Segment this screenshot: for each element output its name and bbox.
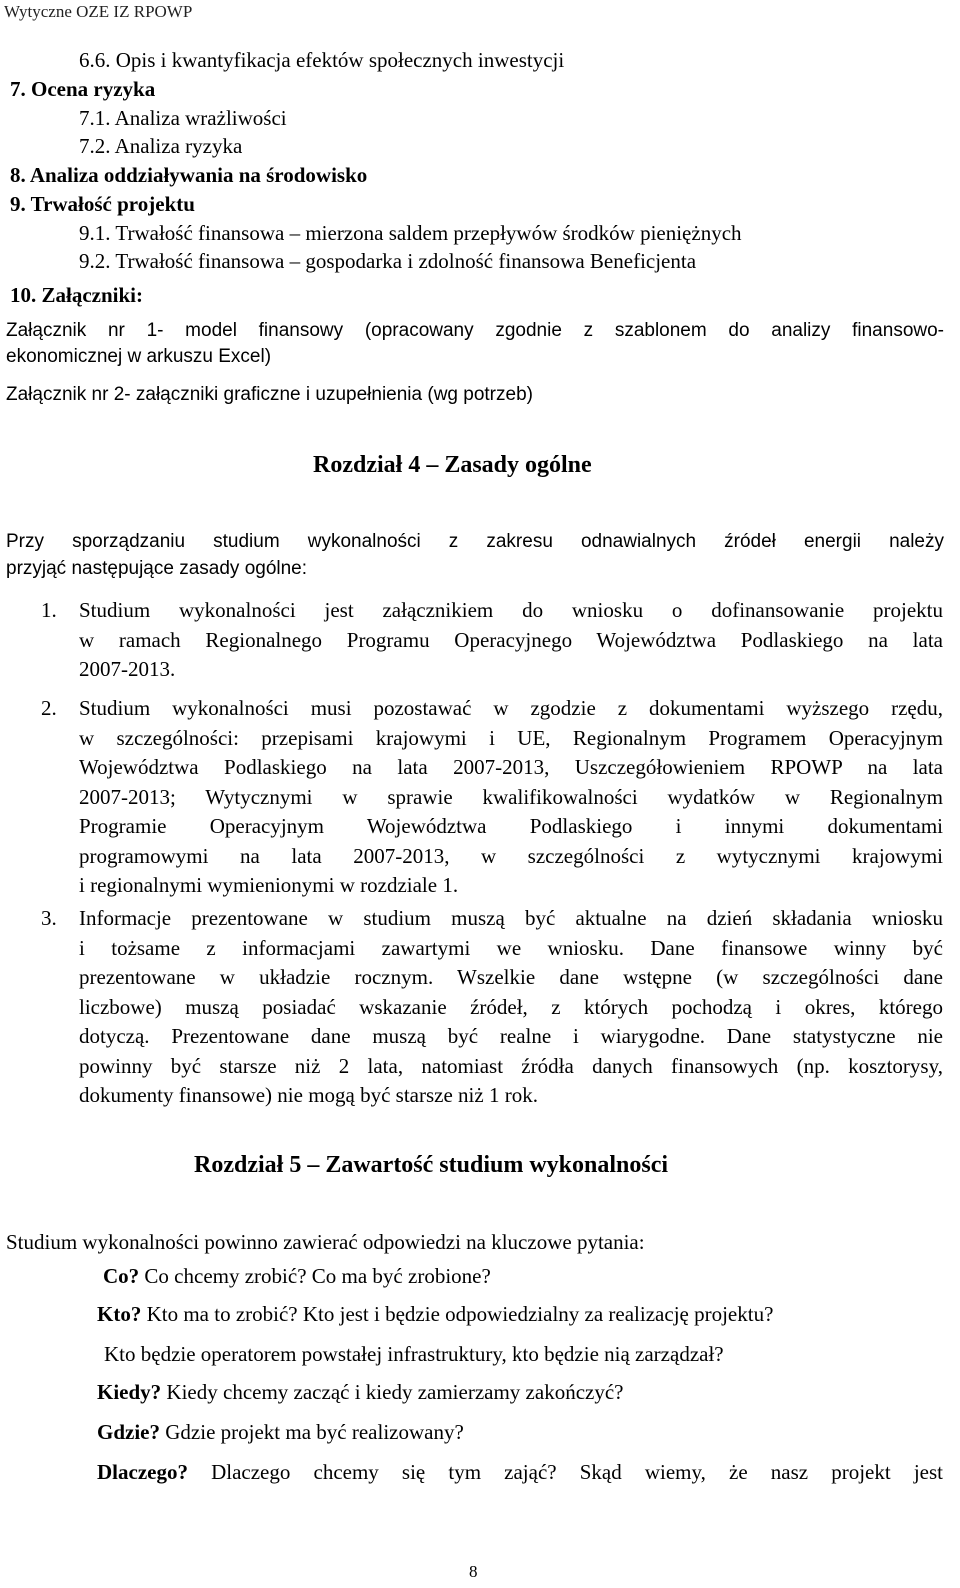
question-key: Kiedy? (97, 1380, 162, 1404)
question-operator (104, 1342, 724, 1367)
list-item-text (79, 904, 943, 1111)
chapter-5-title: Rozdział 5 – Zawartość studium wykonalności (194, 1152, 669, 1178)
chapter-4-intro: Przy sporządzaniu studium wykonalności z zakresu odnawialnych źródeł energii należy (6, 531, 944, 552)
text-line: i tożsame z informacjami zawartymi we wniosku. Dane finansowe winny być (79, 935, 943, 960)
attachment-2: Załącznik nr 2- załączniki graficzne i uzupełnienia (wg potrzeb) (6, 384, 533, 405)
toc-item: 9.2. Trwałość finansowa – gospodarka i zdolność finansowa Beneficjenta (79, 249, 697, 273)
toc-item: 8. Analiza oddziaływania na środowisko (10, 163, 368, 187)
text-line: 2007-2013; Wytycznymi w sprawie kwalifikowalności wydatków w Regionalnym (79, 784, 943, 809)
list-number: 3. (41, 906, 57, 930)
page-number: 8 (469, 1562, 478, 1581)
list-item-text (79, 596, 943, 685)
text-line: Programie Operacyjnym Województwa Podlaskiego i innymi dokumentami (79, 814, 943, 838)
text-line: powinny być starsze niż 2 lata, natomiast źródła danych finansowych (np. kosztorysy, (79, 1053, 943, 1078)
text-line: Informacje prezentowane w studium muszą być aktualne na dzień składania wniosku (79, 906, 943, 930)
text-line: w ramach Regionalnego Programu Operacyjnego Województwa Podlaskiego na lata (79, 627, 943, 652)
chapter-5-intro: Studium wykonalności powinno zawierać odpowiedzi na kluczowe pytania: (6, 1230, 645, 1254)
question-key: Kto? (97, 1302, 142, 1326)
list-number: 1. (41, 598, 57, 622)
list-number: 2. (41, 696, 57, 720)
text-line: programowymi na lata 2007-2013, w szczególności z wytycznymi krajowymi (79, 843, 943, 868)
attachment-1-line: Załącznik nr 1- model finansowy (opracowany zgodnie z szablonem do analizy finansowo- (6, 320, 944, 341)
question-where (97, 1420, 464, 1445)
text-line: prezentowane w układzie rocznym. Wszelkie dane wstępne (w szczególności dane (79, 965, 943, 989)
text-line: 2007-2013. (79, 657, 176, 681)
running-header: Wytyczne OZE IZ RPOWP (4, 2, 193, 21)
chapter-4-title: Rozdział 4 – Zasady ogólne (313, 452, 592, 478)
toc-item: 9.1. Trwałość finansowa – mierzona saldem przepływów środków pieniężnych (79, 221, 742, 245)
toc-item: 6.6. Opis i kwantyfikacja efektów społecznych inwestycji (79, 48, 565, 72)
text-line: Studium wykonalności jest załącznikiem do wniosku o dofinansowanie projektu (79, 598, 943, 622)
question-key: Co? (103, 1264, 140, 1288)
toc-item: 9. Trwałość projektu (10, 192, 195, 216)
text-line: dokumenty finansowe) nie mogą być starsze niż 1 rok. (79, 1083, 538, 1107)
list-item-text (79, 694, 943, 901)
text-line: dotyczą. Prezentowane dane muszą być realne i wiarygodne. Dane statystyczne nie (79, 1024, 943, 1048)
attachment-1-line: ekonomicznej w arkuszu Excel) (6, 346, 272, 367)
question-text: Gdzie projekt ma być realizowany? (160, 1420, 464, 1444)
question-key: Gdzie? (97, 1420, 160, 1444)
attachments-heading: 10. Załączniki: (10, 283, 144, 307)
chapter-4-intro: przyjąć następujące zasady ogólne: (6, 558, 308, 579)
question-text: Kiedy chcemy zacząć i kiedy zamierzamy zakończyć? (161, 1380, 624, 1404)
question-when (97, 1380, 623, 1405)
question-what (103, 1264, 491, 1289)
question-text: Kto będzie operatorem powstałej infrastruktury, kto będzie nią zarządzał? (104, 1342, 724, 1366)
question-text: Kto ma to zrobić? Kto jest i będzie odpowiedzialny za realizację projektu? (141, 1302, 774, 1326)
question-why (97, 1460, 943, 1485)
toc-item: 7. Ocena ryzyka (10, 77, 156, 101)
text-line: w szczególności: przepisami krajowymi i UE, Regionalnym Programem Operacyjnym (79, 725, 943, 750)
question-text: Dlaczego chcemy się tym zająć? Skąd wiemy, że nasz projekt jest (187, 1460, 943, 1484)
text-line: Studium wykonalności musi pozostawać w zgodzie z dokumentami wyższego rzędu, (79, 696, 943, 720)
question-who (97, 1302, 773, 1327)
toc-item: 7.2. Analiza ryzyka (79, 134, 243, 158)
text-line: Województwa Podlaskiego na lata 2007-2013, Uszczegółowieniem RPOWP na lata (79, 755, 943, 779)
question-key: Dlaczego? (97, 1460, 188, 1484)
toc-item: 7.1. Analiza wrażliwości (79, 106, 287, 130)
text-line: i regionalnymi wymienionymi w rozdziale 1. (79, 873, 459, 897)
question-text: Co chcemy zrobić? Co ma być zrobione? (139, 1264, 491, 1288)
text-line: liczbowe) muszą posiadać wskazanie źródeł, z których pochodzą i okres, którego (79, 994, 943, 1019)
